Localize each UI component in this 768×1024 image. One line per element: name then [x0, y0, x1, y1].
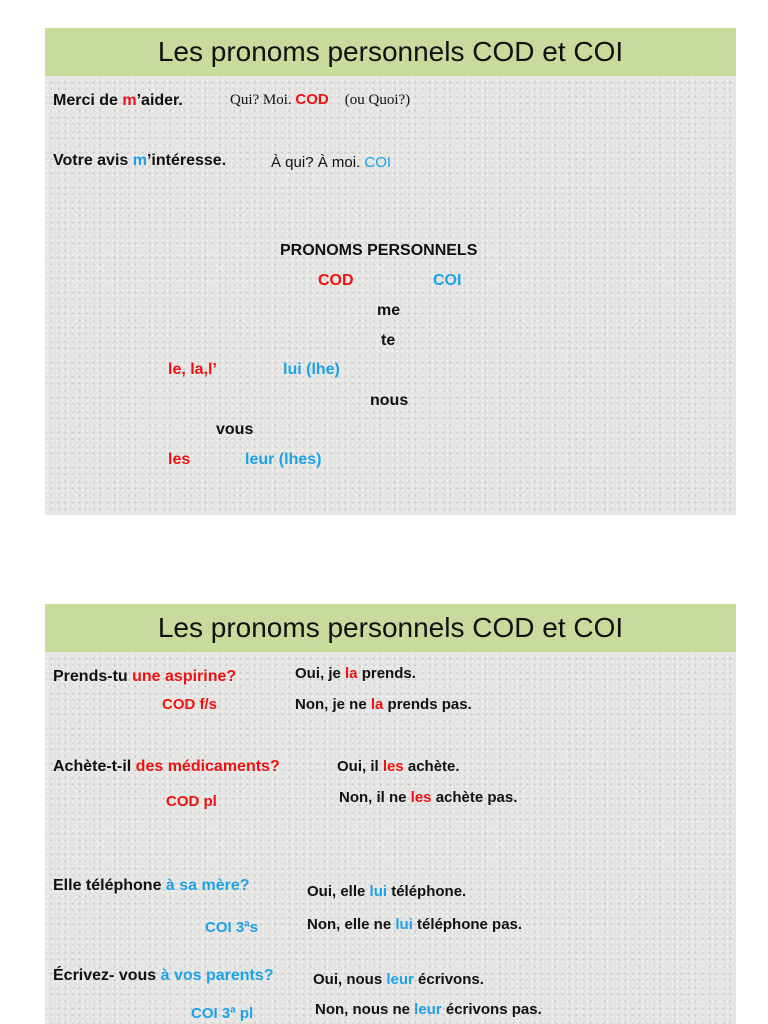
question-4: Écrivez- vous à vos parents?	[53, 967, 274, 984]
question-3: Elle téléphone à sa mère?	[53, 877, 250, 894]
example-sentence-2: Votre avis m’intéresse.	[53, 152, 227, 169]
pronoun-me: me	[377, 302, 401, 319]
answer-3-yes: Oui, elle lui téléphone.	[307, 883, 467, 900]
question-1-tag: COD f/s	[162, 696, 218, 713]
pronoun-nous: nous	[370, 392, 409, 409]
slide-2-title: Les pronoms personnels COD et COI	[45, 604, 736, 652]
question-2-tag: COD pl	[166, 793, 217, 810]
slide-1	[45, 28, 736, 515]
slide-2	[45, 604, 736, 1024]
answer-4-yes: Oui, nous leur écrivons.	[313, 971, 484, 988]
example-note-1: Qui? Moi. COD (ou Quoi?)	[230, 91, 411, 108]
answer-2-yes: Oui, il les achète.	[337, 758, 460, 775]
answer-4-no: Non, nous ne leur écrivons pas.	[315, 1001, 542, 1018]
answer-2-no: Non, il ne les achète pas.	[339, 789, 518, 806]
question-4-tag: COI 3ª pl	[191, 1005, 254, 1022]
pronoun-leur: leur (lhes)	[245, 451, 322, 468]
column-cod: COD	[318, 272, 354, 289]
pronoun-le-la: le, la,l’	[168, 361, 217, 378]
pronoun-te: te	[381, 332, 396, 349]
pronoun-vous: vous	[216, 421, 254, 438]
table-heading: PRONOMS PERSONNELS	[280, 242, 478, 259]
answer-1-yes: Oui, je la prends.	[295, 665, 416, 682]
example-sentence-1: Merci de m’aider.	[53, 92, 183, 109]
slide-1-title: Les pronoms personnels COD et COI	[45, 28, 736, 76]
pronoun-les: les	[168, 451, 191, 468]
pronoun-lui: lui (lhe)	[283, 361, 340, 378]
question-1: Prends-tu une aspirine?	[53, 668, 237, 685]
example-note-2: À qui? À moi. COI	[271, 154, 392, 171]
question-3-tag: COI 3ªs	[205, 919, 259, 936]
answer-1-no: Non, je ne la prends pas.	[295, 696, 472, 713]
column-coi: COI	[433, 272, 462, 289]
answer-3-no: Non, elle ne lui téléphone pas.	[307, 916, 523, 933]
question-2: Achète-t-il des médicaments?	[53, 758, 280, 775]
